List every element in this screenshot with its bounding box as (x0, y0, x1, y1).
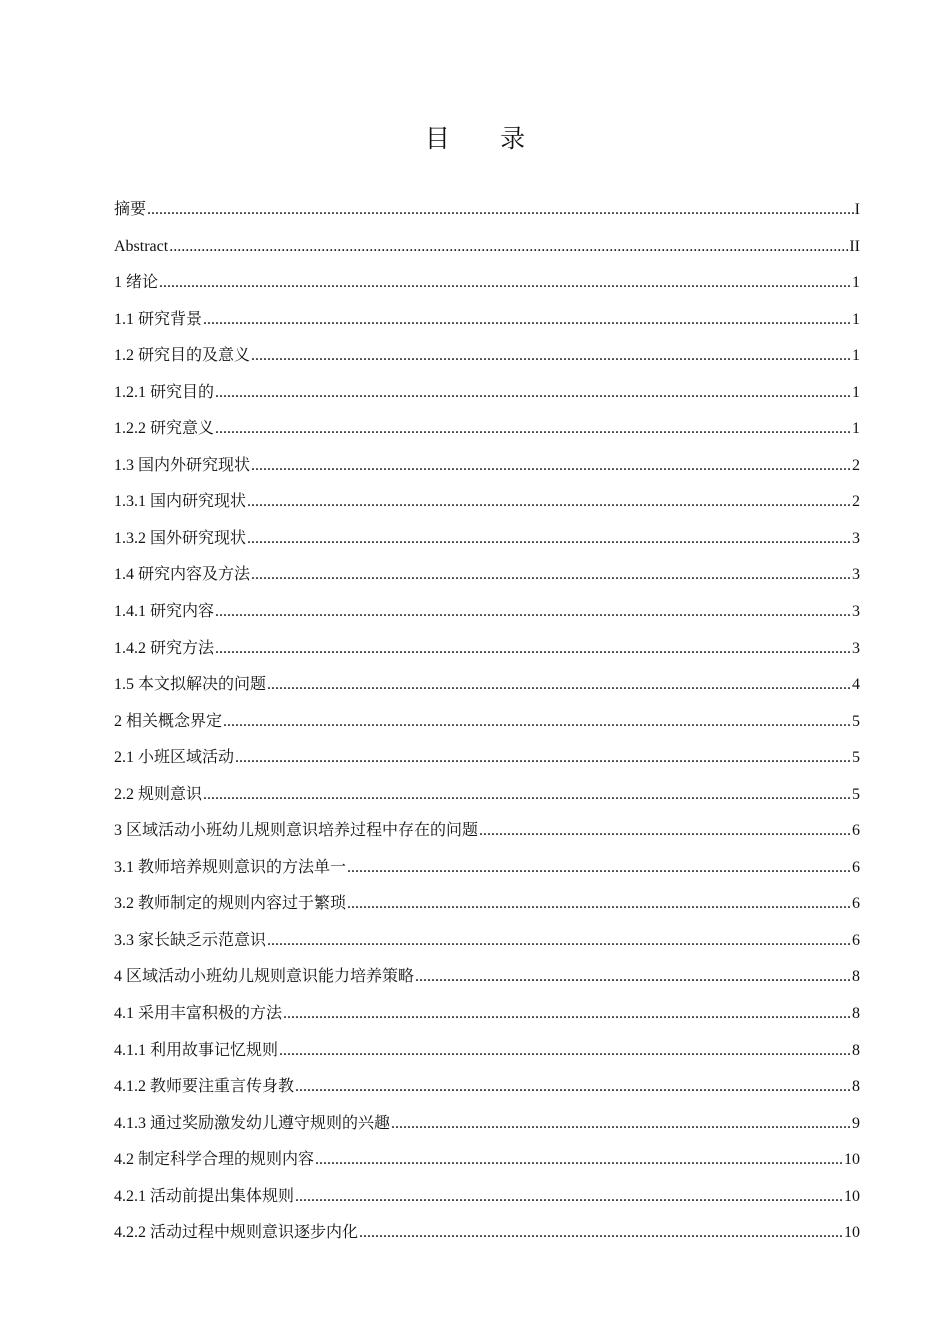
toc-entry (114, 708, 860, 745)
toc-dot-leader (159, 269, 851, 297)
toc-dot-leader (251, 342, 851, 370)
toc-dot-leader (479, 817, 851, 845)
toc-dot-leader (359, 1219, 843, 1247)
toc-entry-page-number: 3 (852, 566, 860, 584)
toc-dot-leader (347, 854, 851, 882)
toc-entry-text: 1.3.2 国外研究现状 (114, 529, 247, 547)
toc-entry-text: 摘要 (114, 201, 147, 218)
toc-entry-text: 1.2 研究目的及意义 (114, 347, 251, 365)
toc-entry-text: 1 绪论 (114, 274, 159, 292)
toc-entry (114, 488, 860, 525)
toc-entry (114, 744, 860, 781)
toc-entry (114, 269, 860, 306)
toc-dot-leader (251, 452, 851, 480)
toc-entry (114, 306, 860, 343)
toc-dot-leader (203, 781, 851, 809)
toc-entry-page-number: 8 (852, 968, 860, 986)
toc-entry-text: 4.2 制定科学合理的规则内容 (114, 1151, 315, 1169)
toc-entry-text: Abstract (114, 237, 169, 255)
toc-entry-text: 2 相关概念界定 (114, 712, 223, 730)
toc-dot-leader (267, 671, 851, 699)
toc-entry-page-number: 6 (852, 931, 860, 949)
toc-entry-text: 3.3 家长缺乏示范意识 (114, 931, 267, 949)
toc-entry-page-number: II (849, 237, 860, 255)
toc-entry (114, 196, 860, 233)
toc-entry (114, 854, 860, 891)
toc-entry (114, 379, 860, 416)
toc-dot-leader (215, 415, 851, 443)
toc-entry-text: 4.1.2 教师要注重言传身教 (114, 1078, 295, 1096)
toc-entry-page-number: 8 (852, 1005, 860, 1023)
toc-entry-page-number: 10 (844, 1224, 860, 1242)
toc-dot-leader (347, 890, 851, 918)
toc-entry-page-number: 2 (852, 456, 860, 474)
toc-dot-leader (251, 561, 851, 589)
toc-entry-text: 1.2.1 研究目的 (114, 383, 215, 401)
toc-entry-page-number: 4 (852, 676, 860, 694)
toc-dot-leader (215, 635, 851, 663)
toc-list (114, 196, 860, 1256)
toc-dot-leader (295, 1073, 851, 1101)
toc-dot-leader (223, 708, 851, 736)
toc-entry-text: 1.3 国内外研究现状 (114, 456, 251, 474)
toc-entry (114, 1183, 860, 1220)
toc-dot-leader (247, 525, 851, 553)
toc-entry (114, 525, 860, 562)
toc-entry-page-number: 10 (844, 1151, 860, 1169)
toc-dot-leader (215, 379, 851, 407)
toc-entry-text: 3.2 教师制定的规则内容过于繁琐 (114, 895, 347, 913)
toc-entry (114, 1037, 860, 1074)
toc-title: 目 录 (424, 126, 548, 153)
toc-entry (114, 890, 860, 927)
toc-dot-leader (295, 1183, 843, 1211)
toc-entry-text: 4.1.3 通过奖励激发幼儿遵守规则的兴趣 (114, 1114, 391, 1132)
toc-dot-leader (247, 488, 851, 516)
toc-entry-page-number: 1 (852, 347, 860, 365)
toc-entry (114, 342, 860, 379)
toc-entry (114, 1146, 860, 1183)
toc-entry-page-number: 5 (852, 712, 860, 730)
toc-entry (114, 1110, 860, 1147)
toc-entry-page-number: 3 (852, 603, 860, 621)
toc-dot-leader (315, 1146, 843, 1174)
toc-entry-page-number: 1 (852, 420, 860, 438)
toc-entry-page-number: 2 (852, 493, 860, 511)
toc-entry-page-number: 6 (852, 895, 860, 913)
toc-entry-text: 1.4.1 研究内容 (114, 603, 215, 621)
toc-entry (114, 1000, 860, 1037)
toc-dot-leader (267, 927, 851, 955)
toc-entry-text: 2.2 规则意识 (114, 785, 203, 803)
toc-entry-page-number: 3 (852, 529, 860, 547)
toc-dot-leader (279, 1037, 851, 1065)
toc-dot-leader (283, 1000, 851, 1028)
toc-entry-text: 1.3.1 国内研究现状 (114, 493, 247, 511)
toc-entry-page-number: 6 (852, 858, 860, 876)
toc-entry-text: 1.2.2 研究意义 (114, 420, 215, 438)
toc-entry-page-number: 3 (852, 639, 860, 657)
toc-entry-text: 3.1 教师培养规则意识的方法单一 (114, 858, 347, 876)
toc-entry-text: 1.5 本文拟解决的问题 (114, 676, 267, 694)
toc-entry (114, 598, 860, 635)
toc-entry (114, 781, 860, 818)
toc-entry-page-number: 1 (852, 383, 860, 401)
toc-entry-text: 1.1 研究背景 (114, 310, 203, 328)
toc-entry (114, 671, 860, 708)
toc-dot-leader (415, 963, 851, 991)
toc-entry-page-number: 8 (852, 1078, 860, 1096)
toc-entry (114, 233, 860, 270)
toc-entry-page-number: 9 (852, 1114, 860, 1132)
toc-entry (114, 817, 860, 854)
toc-entry (114, 635, 860, 672)
toc-entry-text: 4.1 采用丰富积极的方法 (114, 1005, 283, 1023)
toc-entry-page-number: 8 (852, 1041, 860, 1059)
toc-entry-page-number: 5 (852, 749, 860, 767)
toc-entry-text: 3 区域活动小班幼儿规则意识培养过程中存在的问题 (114, 822, 479, 840)
toc-entry-page-number: 5 (852, 785, 860, 803)
toc-dot-leader (169, 233, 848, 261)
toc-entry-text: 1.4 研究内容及方法 (114, 566, 251, 584)
toc-entry-text: 4 区域活动小班幼儿规则意识能力培养策略 (114, 968, 415, 986)
toc-dot-leader (215, 598, 851, 626)
toc-entry (114, 561, 860, 598)
toc-entry-page-number: 6 (852, 822, 860, 840)
toc-dot-leader (203, 306, 851, 334)
toc-entry-text: 2.1 小班区域活动 (114, 749, 235, 767)
toc-dot-leader (391, 1110, 851, 1138)
toc-entry-page-number: I (854, 201, 860, 218)
toc-entry-text: 1.4.2 研究方法 (114, 639, 215, 657)
toc-dot-leader (147, 196, 854, 224)
toc-entry (114, 927, 860, 964)
toc-entry-page-number: 10 (844, 1187, 860, 1205)
toc-entry-text: 4.2.1 活动前提出集体规则 (114, 1187, 295, 1205)
toc-entry (114, 1219, 860, 1256)
toc-dot-leader (235, 744, 851, 772)
toc-entry-text: 4.1.1 利用故事记忆规则 (114, 1041, 279, 1059)
toc-entry (114, 452, 860, 489)
toc-entry-page-number: 1 (852, 310, 860, 328)
toc-entry-text: 4.2.2 活动过程中规则意识逐步内化 (114, 1224, 359, 1242)
toc-entry (114, 963, 860, 1000)
toc-entry (114, 415, 860, 452)
toc-entry-page-number: 1 (852, 274, 860, 292)
toc-entry (114, 1073, 860, 1110)
